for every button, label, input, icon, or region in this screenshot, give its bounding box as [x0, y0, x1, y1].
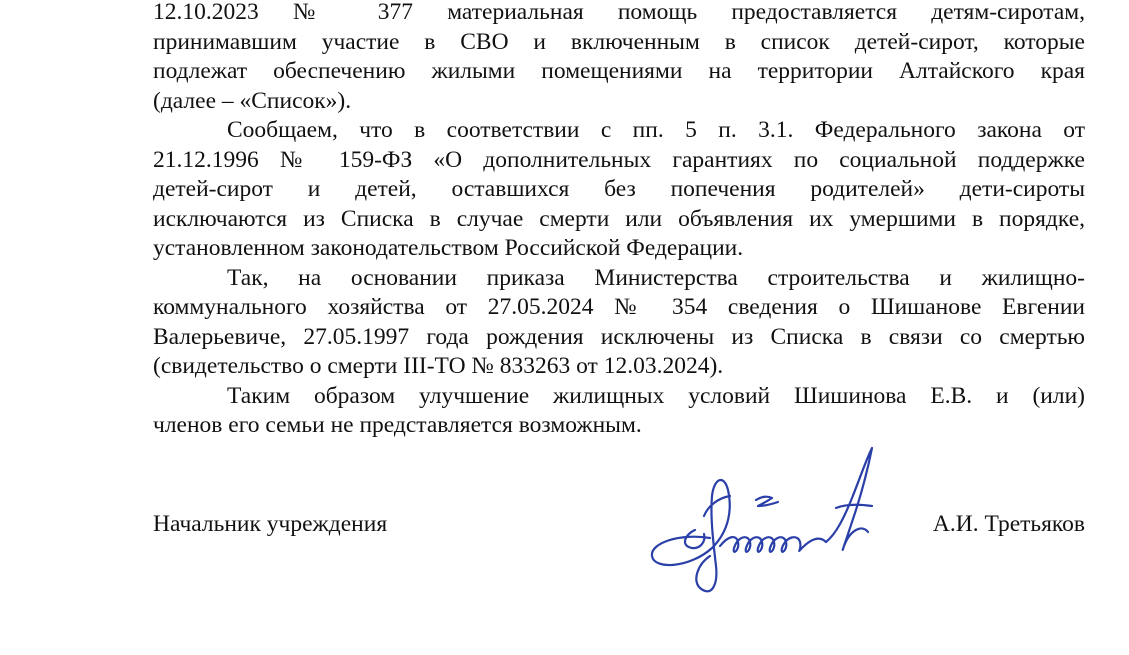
paragraph-1	[153, 0, 1085, 116]
text-line: Таким образом улучшение жилищных условий Шишинова Е.В. и (или)	[227, 382, 1085, 409]
text-line: установленном законодательством Российской Федерации.	[153, 235, 744, 261]
text-line: принимавшим участие в СВО и включенным в список детей-сирот, которые	[153, 28, 1085, 55]
handwritten-signature	[640, 438, 905, 608]
letter-body	[153, 0, 1085, 441]
paragraph-2	[153, 116, 1085, 264]
text-line: подлежат обеспечению жилыми помещениями на территории Алтайского края	[153, 58, 1085, 84]
text-line: детей-сирот и детей, оставшихся без попечения родителей» дети-сироты	[153, 176, 1085, 202]
text-line: (свидетельство о смерти III-ТО № 833263 от 12.03.2024).	[153, 353, 724, 379]
paragraph-3	[153, 264, 1085, 382]
text-line: коммунального хозяйства от 27.05.2024 № 354 сведения о Шишанове Евгении	[153, 294, 1085, 320]
text-line: 12.10.2023 № 377 материальная помощь предоставляется детям-сиротам,	[153, 0, 1085, 25]
text-line: (далее – «Список»).	[153, 87, 352, 114]
text-line: членов его семьи не представляется возможным.	[153, 412, 642, 438]
text-line: исключаются из Списка в случае смерти или объявления их умершими в порядке,	[153, 205, 1085, 232]
text-line: Так, на основании приказа Министерства строительства и жилищно-	[227, 264, 1085, 291]
text-line: Валерьевиче, 27.05.1997 года рождения исключены из Списка в связи со смертью	[153, 323, 1085, 350]
position-title: Начальник учреждения	[153, 511, 388, 537]
signer-name: А.И. Третьяков	[932, 511, 1085, 537]
text-line: 21.12.1996 № 159-ФЗ «О дополнительных гарантиях по социальной поддержке	[153, 146, 1085, 173]
paragraph-4	[153, 382, 1085, 441]
text-line: Сообщаем, что в соответствии с пп. 5 п. 3.1. Федерального закона от	[227, 117, 1085, 143]
signature-row	[153, 510, 1085, 550]
